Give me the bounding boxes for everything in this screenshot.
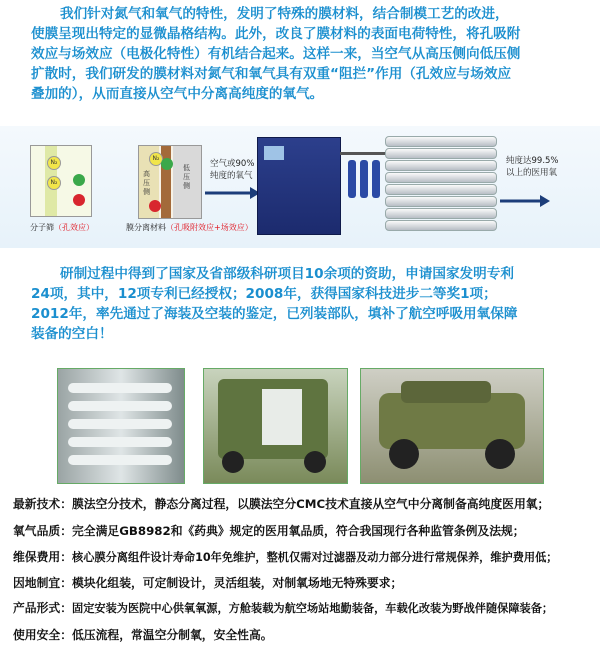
spec-row: 氧气品质：完全满足GB8982和《药典》规定的医用氧品质，符合我国现行各种监管条例及法规； (13, 524, 525, 538)
n2-molecule-icon: N₂ (47, 156, 61, 170)
membrane-caption: 膜分离材料（孔吸附效应+场效应） (126, 223, 253, 232)
sieve-caption: 分子筛（孔效应） (30, 223, 94, 232)
membrane-tube (385, 136, 497, 147)
high-pressure-label: 高压侧 (143, 170, 150, 196)
intro-line: 扩散时，我们研发的膜材料对氮气和氧气具有双重“阻拦”作用（孔效应与场效应 (31, 66, 512, 82)
filter-icon (372, 160, 380, 198)
machine-panel-icon (264, 146, 284, 160)
membrane-module-photo (57, 368, 185, 484)
o2-molecule-icon (161, 158, 173, 170)
output-label: 纯度达99.5% 以上的医用氧 (506, 156, 559, 178)
equipment-panel (262, 389, 302, 445)
wheel (222, 451, 244, 473)
membrane-tube (385, 160, 497, 171)
filter-icon (360, 160, 368, 198)
n2-molecule-icon: N₂ (149, 152, 163, 166)
intro-line: 叠加的），从而直接从空气中分离高纯度的氧气。 (31, 86, 324, 102)
membrane-tube (385, 196, 497, 207)
research-line: 2012年，率先通过了海装及空装的鉴定，已列装部队，填补了航空呼吸用氧保障 (31, 306, 518, 322)
photo-tube (68, 419, 172, 429)
intro-paragraph (0, 4, 600, 104)
o2-molecule-icon (73, 174, 85, 186)
wheel (389, 439, 419, 469)
wheel (304, 451, 326, 473)
intro-line: 我们针对氮气和氧气的特性，发明了特殊的膜材料，结合制模工艺的改进， (60, 6, 509, 22)
military-vehicle-photo (360, 368, 544, 484)
research-line: 研制过程中得到了国家及省部级科研项目10余项的资助，申请国家发明专利 (60, 266, 514, 282)
research-line: 24项，其中，12项专利已经授权；2008年，获得国家科技进步二等奖1项； (31, 286, 497, 302)
input-label: 空气或90% 纯度的氧气 (210, 159, 255, 181)
molecular-sieve-illustration (30, 145, 92, 217)
oxygen-generator-machine (257, 137, 341, 235)
wheel (485, 439, 515, 469)
membrane-illustration (138, 145, 202, 219)
membrane-module-rack (385, 132, 495, 242)
spec-row: 使用安全：低压流程，常温空分制氧，安全性高。 (13, 628, 273, 642)
low-pressure-label: 低压侧 (183, 164, 190, 190)
spec-row: 产品形式：固定安装为医院中心供氧氧源，方舱装载为航空场站地勤装备，车载化改装为野战伴随保障装备； (13, 601, 554, 615)
filter-icon (348, 160, 356, 198)
membrane-tube (385, 220, 497, 231)
o2-molecule-icon (149, 200, 161, 212)
research-paragraph (0, 264, 600, 344)
membrane-tube (385, 172, 497, 183)
n2-molecule-icon: N₂ (47, 176, 61, 190)
membrane-tube (385, 208, 497, 219)
vehicle-cabin (401, 381, 491, 403)
intro-line: 效应与场效应（电极化特性）有机结合起来。这样一来，当空气从高压侧向低压侧 (31, 46, 521, 62)
spec-row: 最新技术：膜法空分技术，静态分离过程，以膜法空分CMC技术直接从空气中分离制备高纯度医用氧； (13, 497, 550, 511)
membrane-tube (385, 184, 497, 195)
intro-line: 使膜呈现出特定的显微晶格结构。此外，改良了膜材料的表面电荷特性，将孔吸附 (31, 26, 521, 42)
pipe-line (340, 152, 388, 155)
photo-tube (68, 455, 172, 465)
photo-tube (68, 401, 172, 411)
output-arrow-icon (500, 194, 550, 208)
spec-row: 因地制宜：模块化组装，可定制设计，灵活组装，对制氧场地无特殊要求； (13, 576, 403, 590)
input-arrow-icon (205, 186, 260, 200)
membrane-tube (385, 148, 497, 159)
o2-molecule-icon (73, 194, 85, 206)
photo-tube (68, 437, 172, 447)
research-line: 装备的空白！ (31, 326, 113, 342)
spec-row: 维保费用：核心膜分离组件设计寿命10年免维护，整机仅需对过滤器及动力部分进行常规保养，维护费用低； (13, 550, 558, 564)
vehicle-rear-photo (203, 368, 348, 484)
photo-tube (68, 383, 172, 393)
